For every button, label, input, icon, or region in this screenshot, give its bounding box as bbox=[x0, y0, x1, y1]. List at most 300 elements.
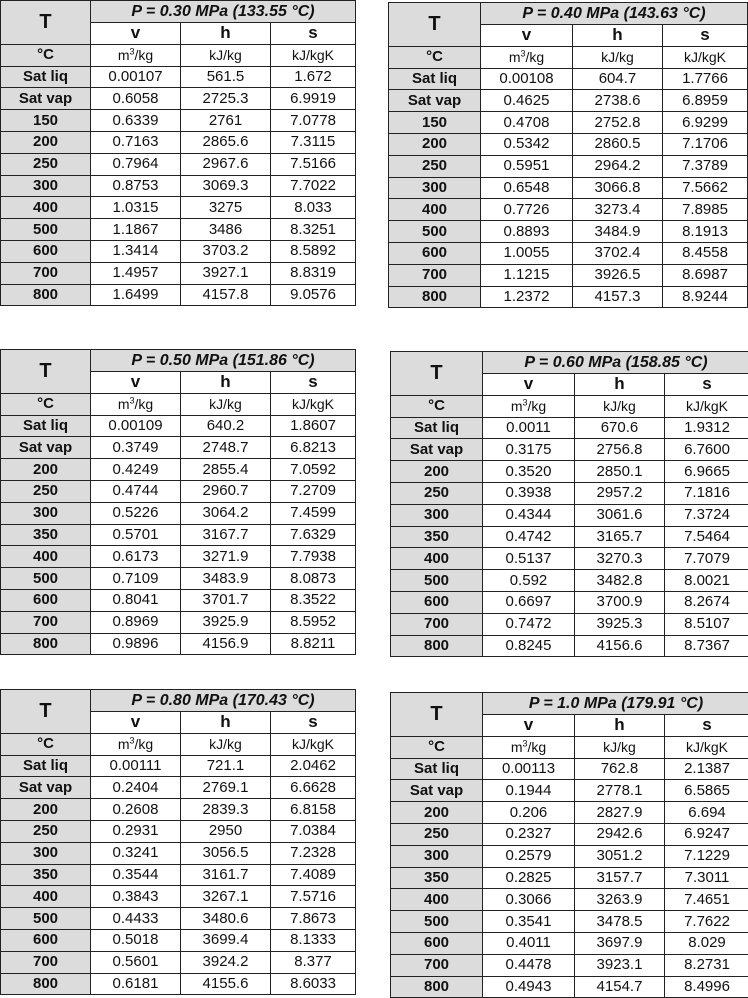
temperature-cell: 400 bbox=[391, 548, 483, 570]
enthalpy-cell: 3165.7 bbox=[575, 526, 665, 548]
h-header: h bbox=[575, 374, 665, 396]
entropy-cell: 7.3011 bbox=[665, 867, 748, 889]
volume-unit bbox=[91, 44, 181, 66]
enthalpy-cell: 2855.4 bbox=[181, 459, 271, 481]
specific-volume-cell: 0.8893 bbox=[481, 221, 573, 243]
entropy-cell: 7.7938 bbox=[271, 546, 356, 568]
specific-volume-cell: 0.8245 bbox=[483, 635, 575, 657]
entropy-cell: 7.5464 bbox=[665, 526, 748, 548]
specific-volume-cell: 0.2608 bbox=[91, 799, 181, 821]
entropy-cell: 7.5662 bbox=[663, 177, 748, 199]
table-row bbox=[1, 153, 356, 175]
specific-volume-cell: 0.6339 bbox=[91, 110, 181, 132]
entropy-cell: 6.694 bbox=[665, 802, 748, 824]
entropy-cell: 8.3251 bbox=[271, 219, 356, 241]
enthalpy-cell: 3925.3 bbox=[575, 613, 665, 635]
enthalpy-cell: 2960.7 bbox=[181, 480, 271, 502]
pressure-header: P = 1.0 MPa (179.91 °C) bbox=[483, 693, 748, 715]
entropy-cell: 6.8959 bbox=[663, 90, 748, 112]
temperature-cell: Sat vap bbox=[391, 780, 483, 802]
enthalpy-cell: 2769.1 bbox=[181, 777, 271, 799]
entropy-cell: 7.1229 bbox=[665, 845, 748, 867]
temperature-header: T bbox=[389, 3, 481, 47]
specific-volume-cell: 0.3541 bbox=[483, 911, 575, 933]
specific-volume-cell: 0.6173 bbox=[91, 546, 181, 568]
temperature-cell: 500 bbox=[1, 219, 91, 241]
entropy-cell: 6.9665 bbox=[665, 461, 748, 483]
specific-volume-cell: 0.0011 bbox=[483, 417, 575, 439]
specific-volume-cell: 0.00107 bbox=[91, 66, 181, 88]
enthalpy-unit: kJ/kg bbox=[181, 393, 271, 415]
entropy-cell: 6.8213 bbox=[271, 437, 356, 459]
enthalpy-cell: 4156.6 bbox=[575, 635, 665, 657]
table-row bbox=[391, 504, 748, 526]
temperature-cell: 600 bbox=[391, 591, 483, 613]
h-header: h bbox=[181, 712, 271, 734]
entropy-cell: 7.3724 bbox=[665, 504, 748, 526]
entropy-cell: 6.8158 bbox=[271, 799, 356, 821]
enthalpy-cell: 4157.8 bbox=[181, 284, 271, 306]
specific-volume-cell: 0.7964 bbox=[91, 153, 181, 175]
table-row bbox=[1, 88, 356, 110]
temperature-header: T bbox=[1, 690, 91, 734]
volume-unit bbox=[483, 736, 575, 758]
table-row bbox=[389, 264, 748, 286]
h-header: h bbox=[181, 372, 271, 394]
entropy-cell: 2.0462 bbox=[271, 755, 356, 777]
enthalpy-cell: 2827.9 bbox=[575, 802, 665, 824]
units-row bbox=[1, 393, 356, 415]
specific-volume-cell: 0.4625 bbox=[481, 90, 573, 112]
enthalpy-cell: 3161.7 bbox=[181, 864, 271, 886]
entropy-cell: 2.1387 bbox=[665, 758, 748, 780]
entropy-cell: 1.8607 bbox=[271, 415, 356, 437]
table-row bbox=[389, 155, 748, 177]
volume-unit-exponent: 3 bbox=[522, 739, 527, 749]
entropy-cell: 7.4599 bbox=[271, 502, 356, 524]
entropy-cell: 7.0384 bbox=[271, 820, 356, 842]
temperature-cell: 800 bbox=[1, 633, 91, 655]
temperature-cell: Sat vap bbox=[1, 437, 91, 459]
table-row bbox=[391, 976, 748, 998]
specific-volume-cell: 1.1215 bbox=[481, 264, 573, 286]
steam-table bbox=[390, 351, 748, 657]
table-row bbox=[389, 68, 748, 90]
volume-unit-base: m bbox=[118, 396, 130, 412]
table-row bbox=[391, 867, 748, 889]
table-row bbox=[1, 568, 356, 590]
volume-unit-base: m bbox=[118, 736, 130, 752]
entropy-cell: 8.1333 bbox=[271, 929, 356, 951]
table-row bbox=[1, 929, 356, 951]
v-header: v bbox=[91, 712, 181, 734]
entropy-cell: 8.9244 bbox=[663, 286, 748, 308]
pressure-header: P = 0.80 MPa (170.43 °C) bbox=[91, 690, 356, 712]
steam-table bbox=[0, 349, 356, 655]
enthalpy-cell: 3064.2 bbox=[181, 502, 271, 524]
entropy-cell: 7.7079 bbox=[665, 548, 748, 570]
enthalpy-cell: 721.1 bbox=[181, 755, 271, 777]
temperature-cell: 500 bbox=[391, 911, 483, 933]
temperature-cell: 200 bbox=[1, 459, 91, 481]
specific-volume-cell: 0.8753 bbox=[91, 175, 181, 197]
volume-unit-tail: /kg bbox=[135, 396, 154, 412]
entropy-cell: 7.8673 bbox=[271, 908, 356, 930]
table-row bbox=[1, 284, 356, 306]
temperature-cell: 700 bbox=[391, 613, 483, 635]
entropy-cell: 9.0576 bbox=[271, 284, 356, 306]
enthalpy-cell: 3167.7 bbox=[181, 524, 271, 546]
enthalpy-cell: 2850.1 bbox=[575, 461, 665, 483]
enthalpy-cell: 3275 bbox=[181, 197, 271, 219]
enthalpy-cell: 3483.9 bbox=[181, 568, 271, 590]
temperature-cell: 800 bbox=[389, 286, 481, 308]
entropy-cell: 6.9247 bbox=[665, 823, 748, 845]
table-row bbox=[1, 589, 356, 611]
specific-volume-cell: 0.00111 bbox=[91, 755, 181, 777]
specific-volume-cell: 0.7109 bbox=[91, 568, 181, 590]
temperature-cell: 150 bbox=[1, 110, 91, 132]
enthalpy-cell: 3484.9 bbox=[573, 221, 663, 243]
temperature-cell: Sat liq bbox=[1, 755, 91, 777]
table-row bbox=[1, 262, 356, 284]
enthalpy-cell: 3061.6 bbox=[575, 504, 665, 526]
table-row bbox=[1, 219, 356, 241]
table-row bbox=[391, 823, 748, 845]
s-header: s bbox=[271, 23, 356, 45]
temperature-cell: 600 bbox=[389, 242, 481, 264]
enthalpy-cell: 2860.5 bbox=[573, 133, 663, 155]
specific-volume-cell: 0.2579 bbox=[483, 845, 575, 867]
temperature-cell: 350 bbox=[1, 864, 91, 886]
table-row bbox=[1, 799, 356, 821]
entropy-cell: 8.0021 bbox=[665, 570, 748, 592]
table-row bbox=[1, 459, 356, 481]
h-header: h bbox=[181, 23, 271, 45]
enthalpy-cell: 3924.2 bbox=[181, 951, 271, 973]
temperature-cell: 500 bbox=[1, 568, 91, 590]
temperature-cell: 200 bbox=[391, 461, 483, 483]
specific-volume-cell: 0.8969 bbox=[91, 611, 181, 633]
pressure-header: P = 0.60 MPa (158.85 °C) bbox=[483, 352, 748, 374]
volume-unit-exponent: 3 bbox=[522, 398, 527, 408]
specific-volume-cell: 0.5226 bbox=[91, 502, 181, 524]
temperature-cell: 600 bbox=[1, 240, 91, 262]
temperature-cell: 800 bbox=[391, 976, 483, 998]
s-header: s bbox=[271, 712, 356, 734]
temperature-cell: 250 bbox=[389, 155, 481, 177]
v-header: v bbox=[481, 25, 573, 47]
specific-volume-cell: 0.592 bbox=[483, 570, 575, 592]
entropy-unit: kJ/kgK bbox=[271, 44, 356, 66]
temperature-header: T bbox=[391, 352, 483, 396]
table-row bbox=[389, 199, 748, 221]
enthalpy-cell: 3699.4 bbox=[181, 929, 271, 951]
entropy-cell: 7.2709 bbox=[271, 480, 356, 502]
table-row bbox=[1, 131, 356, 153]
entropy-cell: 8.4996 bbox=[665, 976, 748, 998]
specific-volume-cell: 0.00108 bbox=[481, 68, 573, 90]
volume-unit-base: m bbox=[511, 398, 523, 414]
enthalpy-cell: 2950 bbox=[181, 820, 271, 842]
temperature-header: T bbox=[1, 1, 91, 45]
specific-volume-cell: 0.5951 bbox=[481, 155, 573, 177]
enthalpy-cell: 2756.8 bbox=[575, 439, 665, 461]
entropy-unit: kJ/kgK bbox=[665, 395, 748, 417]
specific-volume-cell: 0.6697 bbox=[483, 591, 575, 613]
volume-unit-base: m bbox=[511, 739, 523, 755]
entropy-unit: kJ/kgK bbox=[665, 736, 748, 758]
entropy-cell: 8.2674 bbox=[665, 591, 748, 613]
table-row bbox=[389, 133, 748, 155]
specific-volume-cell: 0.3175 bbox=[483, 439, 575, 461]
entropy-cell: 1.7766 bbox=[663, 68, 748, 90]
table-row bbox=[1, 864, 356, 886]
steam-table bbox=[390, 692, 748, 998]
specific-volume-cell: 0.3749 bbox=[91, 437, 181, 459]
specific-volume-cell: 0.4478 bbox=[483, 954, 575, 976]
temperature-cell: 250 bbox=[1, 820, 91, 842]
enthalpy-cell: 2967.6 bbox=[181, 153, 271, 175]
enthalpy-cell: 2748.7 bbox=[181, 437, 271, 459]
table-row bbox=[1, 633, 356, 655]
enthalpy-unit: kJ/kg bbox=[575, 395, 665, 417]
specific-volume-cell: 0.5137 bbox=[483, 548, 575, 570]
entropy-cell: 6.5865 bbox=[665, 780, 748, 802]
table-row bbox=[1, 611, 356, 633]
temperature-unit: °C bbox=[391, 736, 483, 758]
steam-table bbox=[0, 689, 356, 995]
specific-volume-cell: 1.2372 bbox=[481, 286, 573, 308]
entropy-cell: 7.5166 bbox=[271, 153, 356, 175]
header-row bbox=[1, 350, 356, 372]
specific-volume-cell: 0.1944 bbox=[483, 780, 575, 802]
specific-volume-cell: 0.00113 bbox=[483, 758, 575, 780]
temperature-cell: 500 bbox=[389, 221, 481, 243]
enthalpy-cell: 3700.9 bbox=[575, 591, 665, 613]
temperature-cell: 300 bbox=[391, 504, 483, 526]
table-row bbox=[391, 482, 748, 504]
entropy-cell: 6.9299 bbox=[663, 112, 748, 134]
table-row bbox=[391, 526, 748, 548]
enthalpy-cell: 4156.9 bbox=[181, 633, 271, 655]
entropy-cell: 7.8985 bbox=[663, 199, 748, 221]
table-row bbox=[391, 635, 748, 657]
volume-unit-base: m bbox=[509, 49, 521, 65]
table-row bbox=[1, 480, 356, 502]
temperature-cell: 200 bbox=[1, 131, 91, 153]
entropy-cell: 7.3789 bbox=[663, 155, 748, 177]
specific-volume-cell: 1.1867 bbox=[91, 219, 181, 241]
enthalpy-unit: kJ/kg bbox=[181, 44, 271, 66]
volume-unit-tail: /kg bbox=[528, 398, 547, 414]
enthalpy-cell: 2738.6 bbox=[573, 90, 663, 112]
table-row bbox=[391, 845, 748, 867]
temperature-cell: Sat liq bbox=[391, 758, 483, 780]
specific-volume-cell: 0.4708 bbox=[481, 112, 573, 134]
enthalpy-cell: 2942.6 bbox=[575, 823, 665, 845]
s-header: s bbox=[665, 374, 748, 396]
table-row bbox=[1, 886, 356, 908]
table-row bbox=[1, 197, 356, 219]
volume-unit-tail: /kg bbox=[528, 739, 547, 755]
specific-volume-cell: 0.5342 bbox=[481, 133, 573, 155]
specific-volume-cell: 0.3066 bbox=[483, 889, 575, 911]
temperature-cell: 700 bbox=[1, 951, 91, 973]
header-row bbox=[389, 3, 748, 25]
entropy-cell: 8.6987 bbox=[663, 264, 748, 286]
volume-unit-exponent: 3 bbox=[129, 47, 134, 57]
specific-volume-cell: 0.7726 bbox=[481, 199, 573, 221]
enthalpy-cell: 3069.3 bbox=[181, 175, 271, 197]
units-row bbox=[389, 46, 748, 68]
pressure-header: P = 0.30 MPa (133.55 °C) bbox=[91, 1, 356, 23]
table-row bbox=[1, 240, 356, 262]
enthalpy-unit: kJ/kg bbox=[181, 733, 271, 755]
temperature-cell: Sat vap bbox=[389, 90, 481, 112]
specific-volume-cell: 0.2327 bbox=[483, 823, 575, 845]
temperature-cell: 700 bbox=[1, 262, 91, 284]
table-row bbox=[1, 973, 356, 995]
volume-unit bbox=[91, 733, 181, 755]
temperature-cell: 700 bbox=[389, 264, 481, 286]
specific-volume-cell: 1.4957 bbox=[91, 262, 181, 284]
specific-volume-cell: 0.4249 bbox=[91, 459, 181, 481]
table-row bbox=[391, 570, 748, 592]
temperature-cell: 600 bbox=[391, 932, 483, 954]
table-row bbox=[1, 66, 356, 88]
table-row bbox=[391, 780, 748, 802]
entropy-cell: 8.029 bbox=[665, 932, 748, 954]
temperature-cell: 300 bbox=[1, 175, 91, 197]
units-row bbox=[1, 733, 356, 755]
pressure-header: P = 0.40 MPa (143.63 °C) bbox=[481, 3, 748, 25]
entropy-cell: 8.4558 bbox=[663, 242, 748, 264]
temperature-cell: 250 bbox=[391, 823, 483, 845]
specific-volume-cell: 0.4742 bbox=[483, 526, 575, 548]
v-header: v bbox=[91, 23, 181, 45]
table-row bbox=[1, 415, 356, 437]
volume-unit-exponent: 3 bbox=[129, 396, 134, 406]
entropy-cell: 8.7367 bbox=[665, 635, 748, 657]
volume-unit-tail: /kg bbox=[526, 49, 545, 65]
table-row bbox=[391, 889, 748, 911]
temperature-cell: 400 bbox=[1, 886, 91, 908]
header-row bbox=[1, 690, 356, 712]
table-row bbox=[391, 548, 748, 570]
entropy-cell: 7.4651 bbox=[665, 889, 748, 911]
temperature-cell: Sat liq bbox=[391, 417, 483, 439]
enthalpy-cell: 3926.5 bbox=[573, 264, 663, 286]
table-row bbox=[1, 546, 356, 568]
temperature-cell: Sat liq bbox=[1, 415, 91, 437]
temperature-cell: 400 bbox=[389, 199, 481, 221]
specific-volume-cell: 0.4344 bbox=[483, 504, 575, 526]
enthalpy-cell: 604.7 bbox=[573, 68, 663, 90]
temperature-cell: 800 bbox=[1, 284, 91, 306]
specific-volume-cell: 0.3843 bbox=[91, 886, 181, 908]
specific-volume-cell: 0.206 bbox=[483, 802, 575, 824]
entropy-cell: 8.3522 bbox=[271, 589, 356, 611]
enthalpy-cell: 3273.4 bbox=[573, 199, 663, 221]
entropy-cell: 6.6628 bbox=[271, 777, 356, 799]
temperature-cell: 400 bbox=[1, 546, 91, 568]
temperature-cell: Sat liq bbox=[1, 66, 91, 88]
enthalpy-cell: 3701.7 bbox=[181, 589, 271, 611]
entropy-cell: 8.8319 bbox=[271, 262, 356, 284]
volume-unit bbox=[483, 395, 575, 417]
enthalpy-cell: 4154.7 bbox=[575, 976, 665, 998]
enthalpy-cell: 2761 bbox=[181, 110, 271, 132]
enthalpy-cell: 4155.6 bbox=[181, 973, 271, 995]
temperature-cell: 300 bbox=[391, 845, 483, 867]
specific-volume-cell: 0.3520 bbox=[483, 461, 575, 483]
temperature-cell: 800 bbox=[1, 973, 91, 995]
table-row bbox=[389, 112, 748, 134]
volume-unit-tail: /kg bbox=[135, 736, 154, 752]
temperature-unit: °C bbox=[1, 393, 91, 415]
specific-volume-cell: 0.7163 bbox=[91, 131, 181, 153]
pressure-header: P = 0.50 MPa (151.86 °C) bbox=[91, 350, 356, 372]
table-row bbox=[391, 417, 748, 439]
temperature-cell: Sat vap bbox=[1, 777, 91, 799]
enthalpy-cell: 3925.9 bbox=[181, 611, 271, 633]
enthalpy-cell: 3157.7 bbox=[575, 867, 665, 889]
s-header: s bbox=[663, 25, 748, 47]
enthalpy-cell: 3478.5 bbox=[575, 911, 665, 933]
specific-volume-cell: 0.8041 bbox=[91, 589, 181, 611]
volume-unit-tail: /kg bbox=[135, 47, 154, 63]
enthalpy-unit: kJ/kg bbox=[575, 736, 665, 758]
volume-unit bbox=[91, 393, 181, 415]
enthalpy-cell: 3927.1 bbox=[181, 262, 271, 284]
specific-volume-cell: 0.6181 bbox=[91, 973, 181, 995]
enthalpy-cell: 762.8 bbox=[575, 758, 665, 780]
temperature-unit: °C bbox=[1, 733, 91, 755]
entropy-cell: 1.9312 bbox=[665, 417, 748, 439]
enthalpy-cell: 2957.2 bbox=[575, 482, 665, 504]
s-header: s bbox=[271, 372, 356, 394]
enthalpy-cell: 3703.2 bbox=[181, 240, 271, 262]
specific-volume-cell: 0.4011 bbox=[483, 932, 575, 954]
specific-volume-cell: 1.3414 bbox=[91, 240, 181, 262]
table-row bbox=[1, 951, 356, 973]
entropy-cell: 7.2328 bbox=[271, 842, 356, 864]
entropy-unit: kJ/kgK bbox=[663, 46, 748, 68]
specific-volume-cell: 0.2931 bbox=[91, 820, 181, 842]
table-row bbox=[389, 90, 748, 112]
enthalpy-cell: 670.6 bbox=[575, 417, 665, 439]
entropy-cell: 8.033 bbox=[271, 197, 356, 219]
table-row bbox=[391, 591, 748, 613]
entropy-cell: 8.5952 bbox=[271, 611, 356, 633]
volume-unit-base: m bbox=[118, 47, 130, 63]
h-header: h bbox=[573, 25, 663, 47]
table-row bbox=[1, 755, 356, 777]
entropy-cell: 7.7622 bbox=[665, 911, 748, 933]
enthalpy-cell: 2752.8 bbox=[573, 112, 663, 134]
specific-volume-cell: 0.7472 bbox=[483, 613, 575, 635]
table-row bbox=[391, 954, 748, 976]
entropy-cell: 7.6329 bbox=[271, 524, 356, 546]
volume-unit-exponent: 3 bbox=[520, 49, 525, 59]
v-header: v bbox=[483, 374, 575, 396]
table-row bbox=[389, 221, 748, 243]
enthalpy-cell: 2865.6 bbox=[181, 131, 271, 153]
enthalpy-cell: 3066.8 bbox=[573, 177, 663, 199]
table-row bbox=[389, 242, 748, 264]
enthalpy-cell: 640.2 bbox=[181, 415, 271, 437]
